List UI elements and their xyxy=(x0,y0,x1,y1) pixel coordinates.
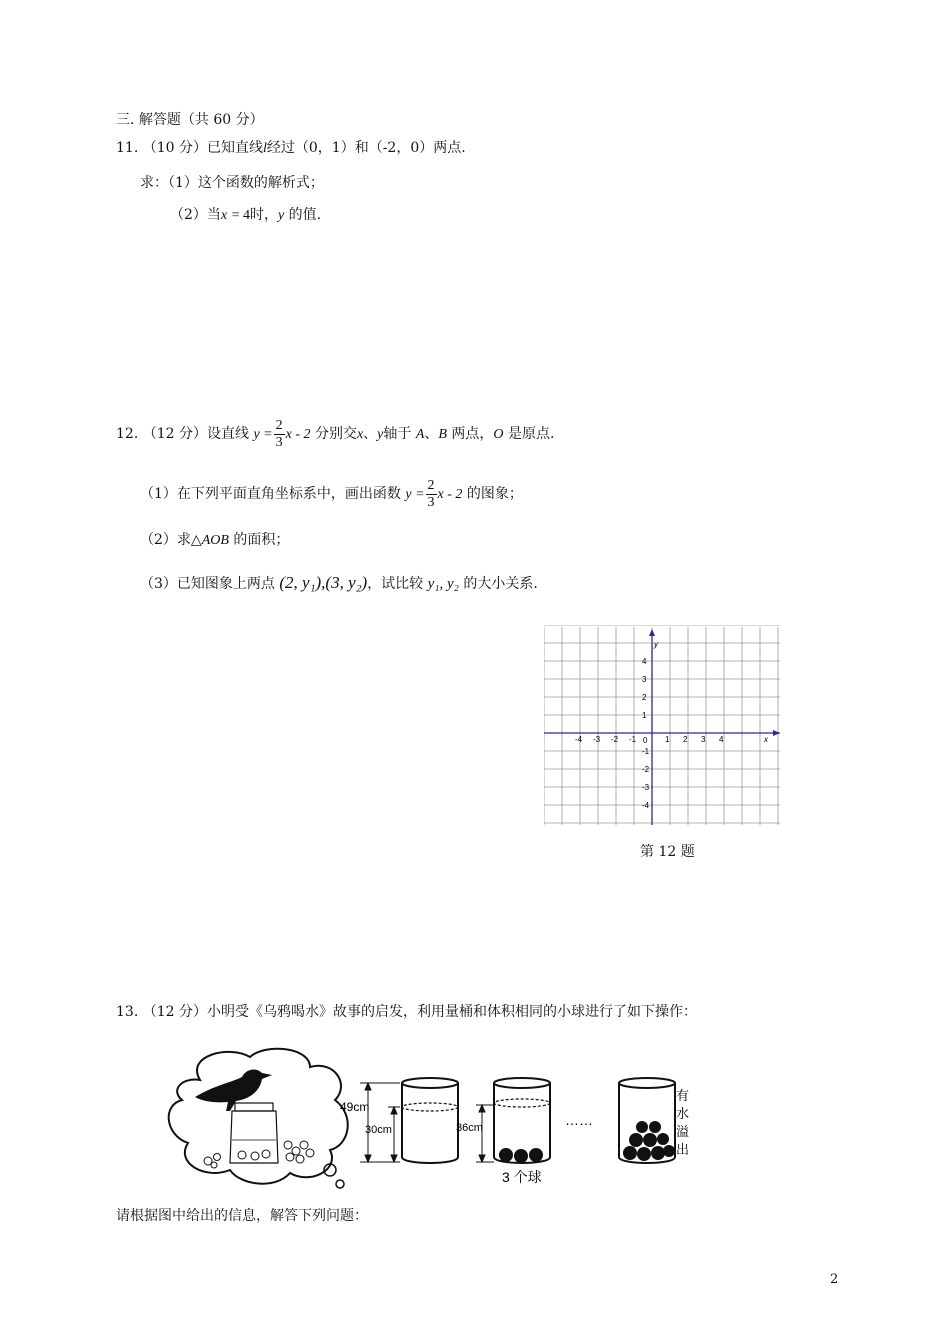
y-tick-label: 1 xyxy=(642,711,647,720)
q13-figure xyxy=(160,1045,700,1200)
overflow-char-2: 水 xyxy=(676,1106,690,1121)
label-3-balls: 3 个球 xyxy=(502,1169,542,1185)
q12-stem: 12. （12 分）设直线 y = $\frac{2}{3}$ x - 2 分别交x、y轴于 A、B 两点，O 是原点. xyxy=(116,417,555,450)
section-title: 三. 解答题（共 60 分） xyxy=(116,112,264,128)
x-tick-label: -1 xyxy=(629,735,637,744)
y-axis-arrow xyxy=(649,629,655,636)
label-36cm: 36cm xyxy=(456,1122,483,1134)
overflow-char-1: 有 xyxy=(676,1088,690,1103)
overflow-char-4: 出 xyxy=(676,1142,690,1157)
q12-part2: （2）求△AOB 的面积； xyxy=(140,532,290,548)
y-tick-label: -3 xyxy=(642,783,650,792)
x-tick-label: 3 xyxy=(701,735,706,744)
q13-stem: 13. （12 分）小明受《乌鸦喝水》故事的启发，利用量桶和体积相同的小球进行了如下操作： xyxy=(116,1004,697,1020)
coordinate-grid xyxy=(544,625,786,827)
x-axis-arrow xyxy=(773,730,780,736)
crow-icon xyxy=(195,1070,272,1111)
y-tick-label: 3 xyxy=(642,675,647,684)
q11-ask: 求：（1）这个函数的解析式； xyxy=(140,175,324,191)
bottle-icon xyxy=(230,1111,278,1163)
q13-follow: 请根据图中给出的信息，解答下列问题： xyxy=(116,1208,368,1224)
x-tick-label: -4 xyxy=(575,735,583,744)
origin-label: 0 xyxy=(643,736,648,745)
label-30cm: 30cm xyxy=(365,1124,392,1136)
x-tick-label: -2 xyxy=(611,735,619,744)
var-l: l xyxy=(262,141,267,156)
y-tick-label: -1 xyxy=(642,747,650,756)
x-tick-label: 2 xyxy=(683,735,688,744)
y-tick-label: 4 xyxy=(642,657,647,666)
y-tick-label: -4 xyxy=(642,801,650,810)
q11-part2: （2）当x = 4时，y 的值. xyxy=(170,207,322,223)
balls-many xyxy=(623,1121,675,1161)
crow-cloud-illustration xyxy=(169,1049,348,1188)
q12-part3: （3）已知图象上两点 (2, y₁),(3, y₂)，试比较 y₁, y₂ 的大小关系. xyxy=(140,573,538,592)
q12-part1: （1）在下列平面直角坐标系中，画出函数 y = $\frac{2}{3}$ x - 2 的图象； xyxy=(140,477,523,510)
page-number: 2 xyxy=(830,1272,839,1287)
grid-lines xyxy=(544,625,780,825)
x-tick-label: 4 xyxy=(719,735,724,744)
label-49cm: 49cm xyxy=(340,1100,370,1114)
bottle-neck xyxy=(235,1103,273,1111)
x-tick-label: 1 xyxy=(665,735,670,744)
overflow-char-3: 溢 xyxy=(676,1124,690,1139)
x-axis-label: x xyxy=(764,735,768,744)
balls-3 xyxy=(499,1148,543,1163)
ellipsis: …… xyxy=(565,1112,593,1128)
x-tick-label: -3 xyxy=(593,735,601,744)
grid-caption: 第 12 题 xyxy=(640,844,695,860)
cylinder-1 xyxy=(402,1078,458,1163)
fraction-2-3: $\frac{2}{3}$ xyxy=(275,417,283,450)
y-tick-label: 2 xyxy=(642,693,647,702)
y-tick-label: -2 xyxy=(642,765,650,774)
x-tick-labels xyxy=(575,735,724,744)
y-axis-label: y xyxy=(654,640,658,649)
q11-stem: 11. （10 分）已知直线l经过（0，1）和（-2，0）两点. xyxy=(116,140,466,156)
